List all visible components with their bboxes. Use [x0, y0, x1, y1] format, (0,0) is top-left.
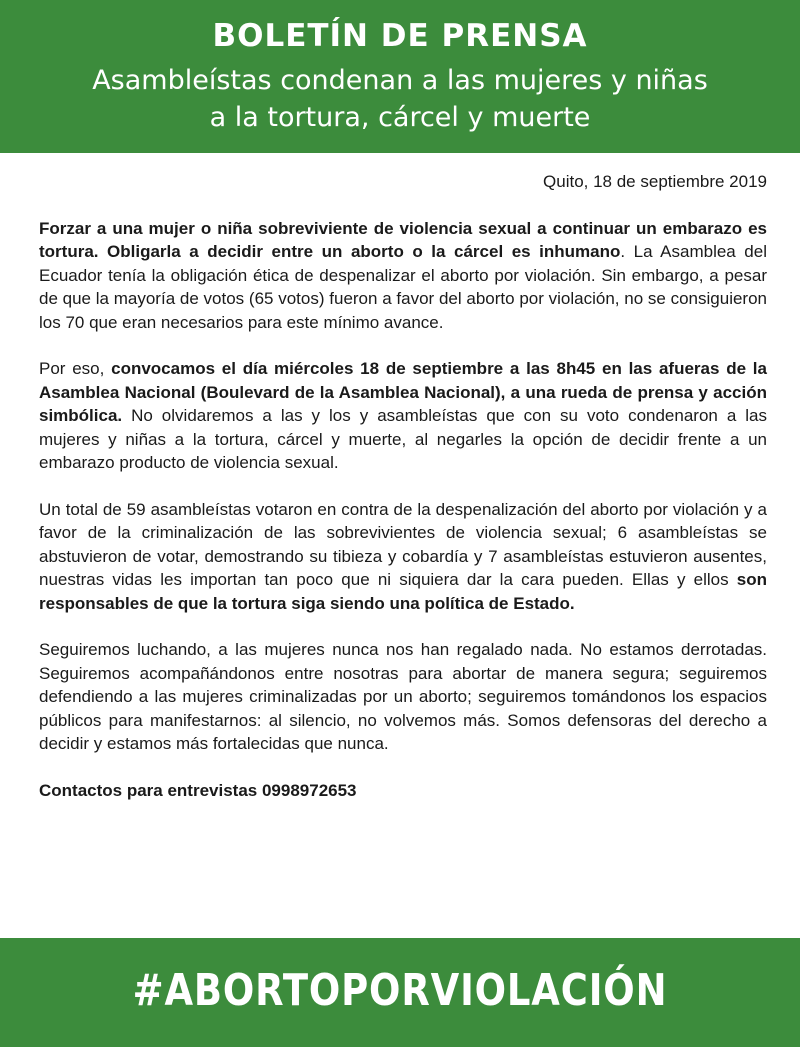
header-banner: [0, 0, 800, 153]
press-release-body: [39, 170, 767, 802]
paragraph-1: [39, 217, 767, 335]
paragraph-3: [39, 498, 767, 616]
paragraph-2-text: No olvidaremos a las y los y asambleístas que con su voto condenaron a las mujeres y niñas a la tortura, cárcel y muerte, al negarles la opción de decidir frente a un embarazo producto de violencia sexual.: [39, 406, 767, 472]
bulletin-title: BOLETÍN DE PRENSA: [212, 18, 588, 54]
paragraph-1-text: . La Asamblea del Ecuador tenía la obligación ética de despenalizar el aborto por violación. Sin embargo, a pesar de que la mayoría de votos (65 votos) fueron a favor del aborto por violación, no se consiguieron los 70 que eran necesarios para este mínimo avance.: [39, 242, 767, 332]
paragraph-2-intro: Por eso,: [39, 359, 112, 378]
paragraph-3-text: Un total de 59 asambleístas votaron en contra de la despenalización del aborto por violación y a favor de la criminalización de las sobrevivientes de violencia sexual; 6 asambleístas se abstuvieron de votar, demostrando su tibieza y cobardía y 7 asambleístas estuvieron ausentes, nuestras vidas les importan tan poco que ni siquiera dar la cara pueden. Ellas y ellos: [39, 499, 767, 589]
paragraph-4: [39, 638, 767, 756]
paragraph-4-text: Seguiremos luchando, a las mujeres nunca nos han regalado nada. No estamos derrotadas. Seguiremos acompañándonos entre nosotras para abortar de manera segura; seguiremos defendiendo a las mujeres criminalizadas por un aborto; seguiremos tomándonos los espacios públicos para manifestarnos: al silencio, no volvemos más. Somos defensoras del derecho a decidir y estamos más fortalecidas que nunca.: [39, 640, 767, 753]
bulletin-headline: [20, 62, 780, 136]
campaign-hashtag: #ABORTOPORVIOLACIÓN: [132, 965, 668, 1016]
paragraph-1-bold: Forzar a una mujer o niña sobreviviente de violencia sexual a continuar un embarazo es tortura. Obligarla a decidir entre un aborto o la cárcel es inhumano: [39, 218, 767, 261]
paragraph-3-bold: son responsables de que la tortura siga siendo una política de Estado.: [39, 570, 767, 613]
headline-line-2: a la tortura, cárcel y muerte: [209, 102, 591, 133]
contacts-line: Contactos para entrevistas 0998972653: [39, 780, 357, 800]
paragraph-2: [39, 357, 767, 475]
paragraph-2-bold: convocamos el día miércoles 18 de septiembre a las 8h45 en las afueras de la Asamblea Nacional (Boulevard de la Asamblea Nacional), a una rueda de prensa y acción simbólica.: [39, 359, 767, 425]
headline-line-1: Asambleístas condenan a las mujeres y niñas: [92, 65, 708, 96]
footer-banner: [0, 938, 800, 1047]
date-line: Quito, 18 de septiembre 2019: [543, 172, 767, 191]
